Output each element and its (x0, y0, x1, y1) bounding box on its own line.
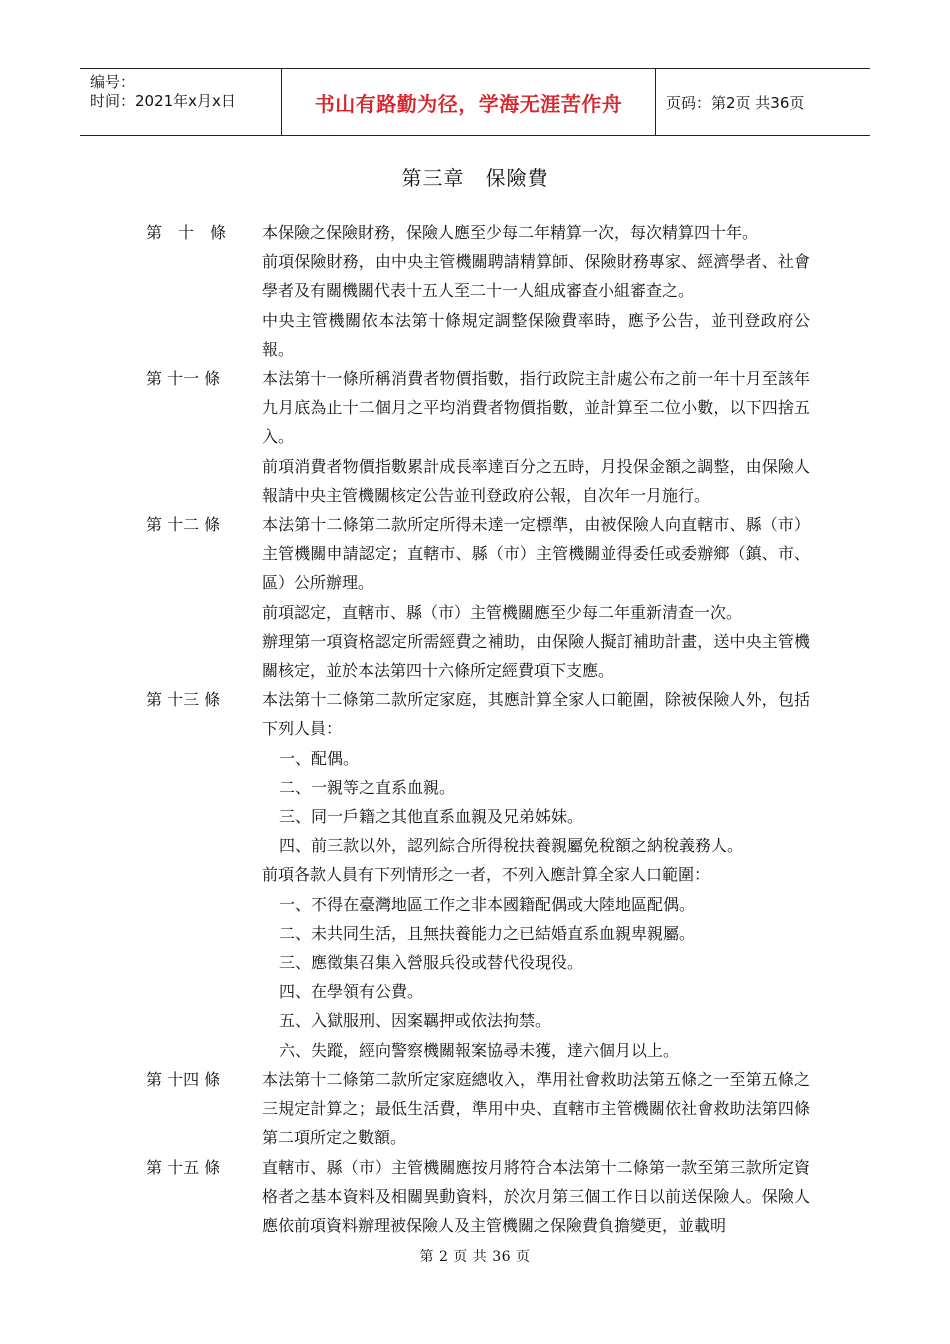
paragraph: 辦理第一項資格認定所需經費之補助，由保險人擬訂補助計畫，送中央主管機關核定，並於本法第四十六條所定經費項下支應。 (262, 631, 810, 681)
article-body (262, 1153, 810, 1241)
article-body (262, 510, 810, 685)
paragraph: 直轄市、縣（市）主管機關應按月將符合本法第十二條第一款至第三款所定資格者之基本資料及相關異動資料，於次月第三個工作日以前送保險人。保險人應依前項資料辦理被保險人及主管機關之保險費負擔變更，並載明 (262, 1157, 810, 1235)
list-item: 三、同一戶籍之其他直系血親及兄弟姊妹。 (279, 807, 584, 827)
paragraph: 前項認定，直轄市、縣（市）主管機關應至少每二年重新清查一次。 (262, 602, 743, 622)
list-item: 五、入獄服刑、因案羈押或依法拘禁。 (279, 1011, 552, 1031)
article (0, 1065, 950, 1153)
article (0, 510, 950, 685)
header-page-info: 页码：第2页 共36页 (666, 93, 805, 112)
date-label: 时间：2021年x月x日 (90, 92, 236, 110)
page-footer: 第 2 页 共 36 页 (419, 1249, 531, 1265)
paragraph: 本法第十二條第二款所定家庭總收入，準用社會救助法第五條之一至第五條之三規定計算之；最低生活費，準用中央、直轄市主管機關依社會救助法第四條第二項所定之數額。 (262, 1069, 810, 1148)
list-item: 四、在學領有公費。 (279, 982, 424, 1002)
paragraph: 本保險之保險財務，保險人應至少每二年精算一次，每次精算四十年。 (262, 223, 759, 242)
paragraph: 前項保險財務，由中央主管機關聘請精算師、保險財務專家、經濟學者、社會學者及有關機關代表十五人至二十一人組成審查小組審查之。 (262, 252, 810, 301)
paragraph: 本法第十二條第二款所定家庭，其應計算全家人口範圍，除被保險人外，包括下列人員： (262, 690, 810, 739)
list-item: 一、配偶。 (279, 748, 360, 768)
paragraph: 中央主管機關依本法第十條規定調整保險費率時，應予公告，並刊登政府公報。 (262, 310, 810, 359)
chapter-title: 第三章 保險費 (401, 166, 549, 190)
article-body (262, 218, 810, 364)
article (0, 364, 950, 510)
article-label: 第 十一 條 (146, 369, 221, 389)
list-item: 三、應徵集召集入營服兵役或替代役現役。 (279, 953, 584, 973)
header-motto: 书山有路勤为径，学海无涯苦作舟 (282, 69, 656, 135)
article-label: 第 十 條 (146, 223, 227, 242)
paragraph: 前項各款人員有下列情形之一者，不列入應計算全家人口範圍： (262, 865, 711, 885)
list-item: 六、失蹤，經向警察機關報案協尋未獲，達六個月以上。 (279, 1040, 680, 1060)
header-meta (80, 69, 282, 135)
list-item: 二、未共同生活，且無扶養能力之已結婚直系血親卑親屬。 (279, 923, 696, 943)
article-label: 第 十五 條 (146, 1157, 221, 1177)
list-item: 一、不得在臺灣地區工作之非本國籍配偶或大陸地區配偶。 (279, 894, 696, 914)
paragraph: 本法第十一條所稱消費者物價指數，指行政院主計處公布之前一年十月至該年九月底為止十二個月之平均消費者物價指數，並計算至二位小數，以下四捨五入。 (262, 369, 810, 447)
article (0, 685, 950, 1065)
article-body (262, 685, 810, 1065)
serial-label: 编号： (90, 73, 136, 91)
article-body (262, 1065, 810, 1153)
article (0, 218, 950, 364)
article-body (262, 364, 810, 510)
paragraph: 前項消費者物價指數累計成長率達百分之五時，月投保金額之調整，由保險人報請中央主管機關核定公告並刊登政府公報，自次年一月施行。 (262, 456, 810, 505)
article (0, 1153, 950, 1241)
paragraph: 本法第十二條第二款所定所得未達一定標準，由被保險人向直轄市、縣（市）主管機關申請認定；直轄市、縣（市）主管機關並得委任或委辦鄉（鎮、市、區）公所辦理。 (262, 515, 810, 593)
list-item: 四、前三款以外，認列綜合所得稅扶養親屬免稅額之納稅義務人。 (279, 836, 744, 856)
document-body (0, 218, 950, 1240)
article-label: 第 十四 條 (146, 1069, 221, 1089)
article-label: 第 十二 條 (146, 515, 221, 535)
article-label: 第 十三 條 (146, 690, 221, 710)
list-item: 二、一親等之直系血親。 (279, 777, 456, 797)
page-header (80, 68, 870, 136)
